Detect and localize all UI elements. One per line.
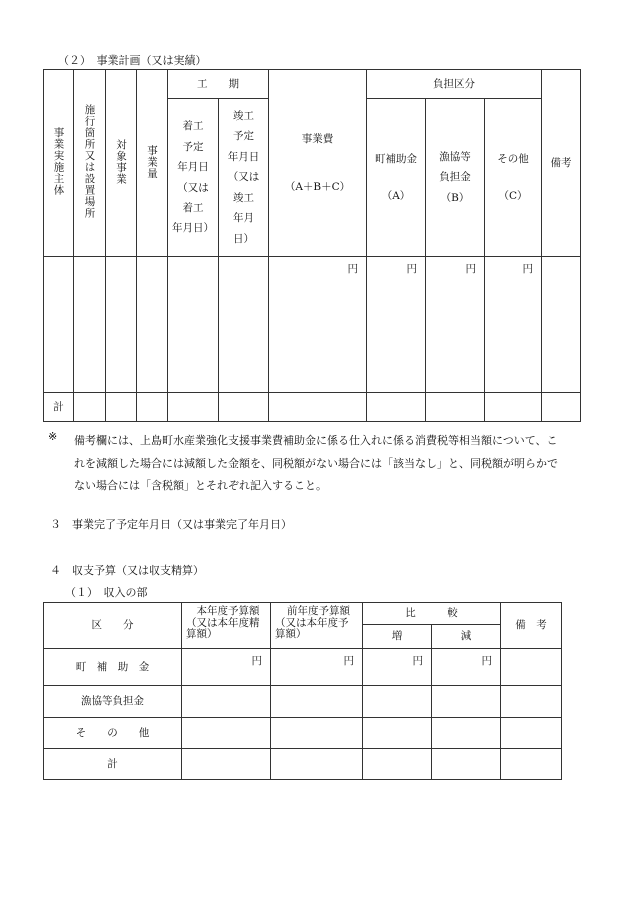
cell-other[interactable]: 円 [485,257,542,393]
income-header-previous: 前年度予算額 （又は本年度予 算額） [271,603,363,649]
cell-fish[interactable]: 円 [426,257,485,393]
total-quantity[interactable] [137,393,168,422]
income-cell-previous[interactable] [271,686,363,718]
income-cell-remarks[interactable] [501,649,562,686]
total-town[interactable] [367,393,426,422]
header-period: 工 期 [168,70,269,99]
section-title-budget: ４ 収支予算（又は収支精算） [50,564,204,577]
income-cell-increase[interactable] [363,718,432,749]
plan-table [43,69,581,422]
income-header-current: 本年度予算額 （又は本年度精 算額） [182,603,271,649]
income-cell-increase[interactable] [363,686,432,718]
income-header-compare: 比 較 [363,603,501,625]
total-label: 計 [44,393,74,422]
cell-start[interactable] [168,257,219,393]
header-cost: 事業費 （A＋B＋C） [269,70,367,257]
income-row [44,718,562,749]
total-other[interactable] [485,393,542,422]
income-table [43,602,562,780]
header-entity: 事業実施主体 [44,70,74,257]
header-end: 竣工 予定 年月日 （又は 竣工 年月 日） [219,99,269,257]
header-burden: 負担区分 [367,70,542,99]
income-header-decrease: 減 [432,625,501,649]
income-header-remarks: 備 考 [501,603,562,649]
section-title-completion: ３ 事業完了予定年月日（又は事業完了年月日） [50,518,292,531]
income-cell-decrease[interactable]: 円 [432,649,501,686]
income-cell-remarks[interactable] [501,718,562,749]
income-cell-remarks[interactable] [501,749,562,780]
income-cell-current[interactable]: 円 [182,649,271,686]
total-fish[interactable] [426,393,485,422]
section-subtitle-income: （１） 収入の部 [65,586,148,599]
income-cell-previous[interactable] [271,749,363,780]
income-cell-current[interactable] [182,686,271,718]
header-town: 町補助金 （A） [367,99,426,257]
total-cost[interactable] [269,393,367,422]
income-row-label: 漁協等負担金 [44,686,182,718]
income-row-label: 町 補 助 金 [44,649,182,686]
income-row-label: 計 [44,749,182,780]
header-other: その他 （C） [485,99,542,257]
income-cell-decrease[interactable] [432,718,501,749]
total-start[interactable] [168,393,219,422]
header-remarks: 備考 [542,70,581,257]
header-fish: 漁協等 負担金 （B） [426,99,485,257]
header-location: 施行箇所又は設置場所 [74,70,106,257]
note-mark: ※ [48,430,58,443]
income-row [44,686,562,718]
income-header-category: 区 分 [44,603,182,649]
plan-data-row [44,257,581,393]
total-location[interactable] [74,393,106,422]
header-start: 着工 予定 年月日 （又は 着工 年月日） [168,99,219,257]
income-cell-remarks[interactable] [501,686,562,718]
income-cell-decrease[interactable] [432,749,501,780]
income-cell-increase[interactable] [363,749,432,780]
header-quantity: 事業量 [137,70,168,257]
plan-total-row [44,393,581,422]
income-cell-current[interactable] [182,749,271,780]
income-cell-decrease[interactable] [432,686,501,718]
cell-quantity[interactable] [137,257,168,393]
cell-end[interactable] [219,257,269,393]
note-text: 備考欄には、上島町水産業強化支援事業費補助金に係る仕入れに係る消費税等相当額について、こ れを減額した場合には減額した金額を、同税額がない場合には「該当なし」と、同税額が明らかで ない場合には「含税額」とそれぞれ記入すること。 [74,434,558,492]
cell-location[interactable] [74,257,106,393]
total-end[interactable] [219,393,269,422]
cell-remarks[interactable] [542,257,581,393]
income-header-increase: 増 [363,625,432,649]
header-target: 対象事業 [106,70,137,257]
income-row-label: そ の 他 [44,718,182,749]
total-remarks[interactable] [542,393,581,422]
cell-entity[interactable] [44,257,74,393]
cell-town[interactable]: 円 [367,257,426,393]
income-row [44,649,562,686]
income-cell-current[interactable] [182,718,271,749]
income-total-row [44,749,562,780]
cell-target[interactable] [106,257,137,393]
income-cell-increase[interactable]: 円 [363,649,432,686]
income-cell-previous[interactable] [271,718,363,749]
cell-cost[interactable]: 円 [269,257,367,393]
total-target[interactable] [106,393,137,422]
income-cell-previous[interactable]: 円 [271,649,363,686]
section-title-plan: （２） 事業計画（又は実績） [58,54,207,67]
